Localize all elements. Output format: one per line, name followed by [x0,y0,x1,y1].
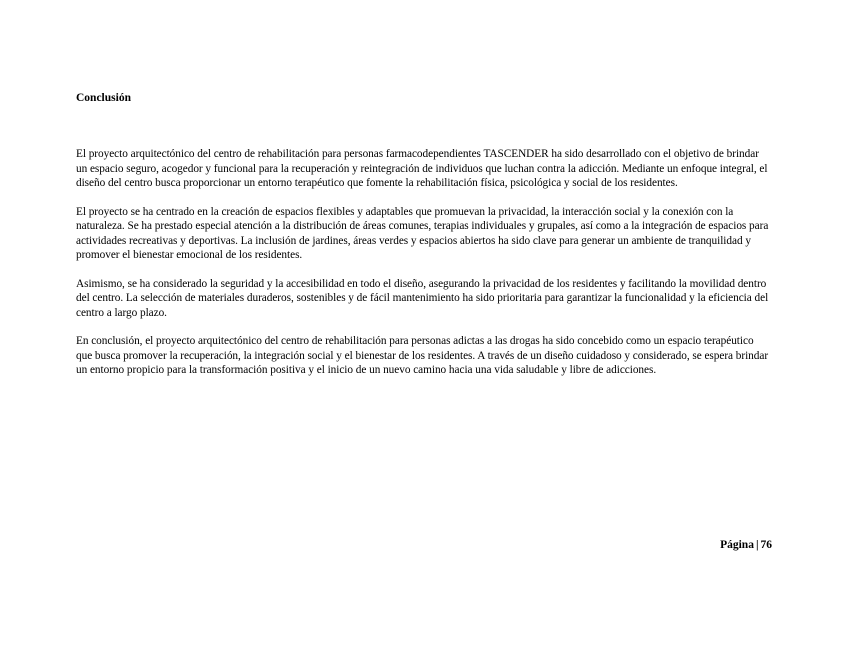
page-separator: | [755,539,759,551]
page-footer [720,538,772,553]
body-text [76,147,770,392]
page-label: Página [720,539,754,551]
paragraph-1: El proyecto arquitectónico del centro de rehabilitación para personas farmacodependientes TASCENDER ha sido desarrollado con el objetivo de brindar un espacio seguro, acogedor y funcional para la recuperación y reintegración de individuos que luchan contra la adicción. Mediante un enfoque integral, el diseño del centro busca proporcionar un entorno terapéutico que fomente la rehabilitación física, psicológica y social de los residentes. [76,148,768,189]
paragraph-4: En conclusión, el proyecto arquitectónico del centro de rehabilitación para personas adictas a las drogas ha sido concebido como un espacio terapéutico que busca promover la recuperación, la integración social y el bienestar de los residentes. A través de un diseño cuidadoso y considerado, se espera brindar un entorno propicio para la transformación positiva y el inicio de un nuevo camino hacia una vida saludable y libre de adicciones. [76,335,769,376]
section-heading: Conclusión [76,92,131,104]
paragraph-3: Asimismo, se ha considerado la seguridad y la accesibilidad en todo el diseño, asegurando la privacidad de los residentes y facilitando la movilidad dentro del centro. La selección de materiales duraderos, sostenibles y de fácil mantenimiento ha sido prioritaria para garantizar la funcionalidad y la eficiencia del centro a largo plazo. [76,277,769,319]
paragraph-2: El proyecto se ha centrado en la creación de espacios flexibles y adaptables que promuevan la privacidad, la interacción social y la conexión con la naturaleza. Se ha prestado especial atención a la distribución de áreas comunes, terapias individuales y grupales, así como a la integración de espacios para actividades recreativas y deportivas. La inclusión de jardines, áreas verdes y espacios abiertos ha sido clave para generar un ambiente de tranquilidad y promover el bienestar emocional de los residentes. [76,205,769,261]
page-number: 76 [760,539,772,551]
